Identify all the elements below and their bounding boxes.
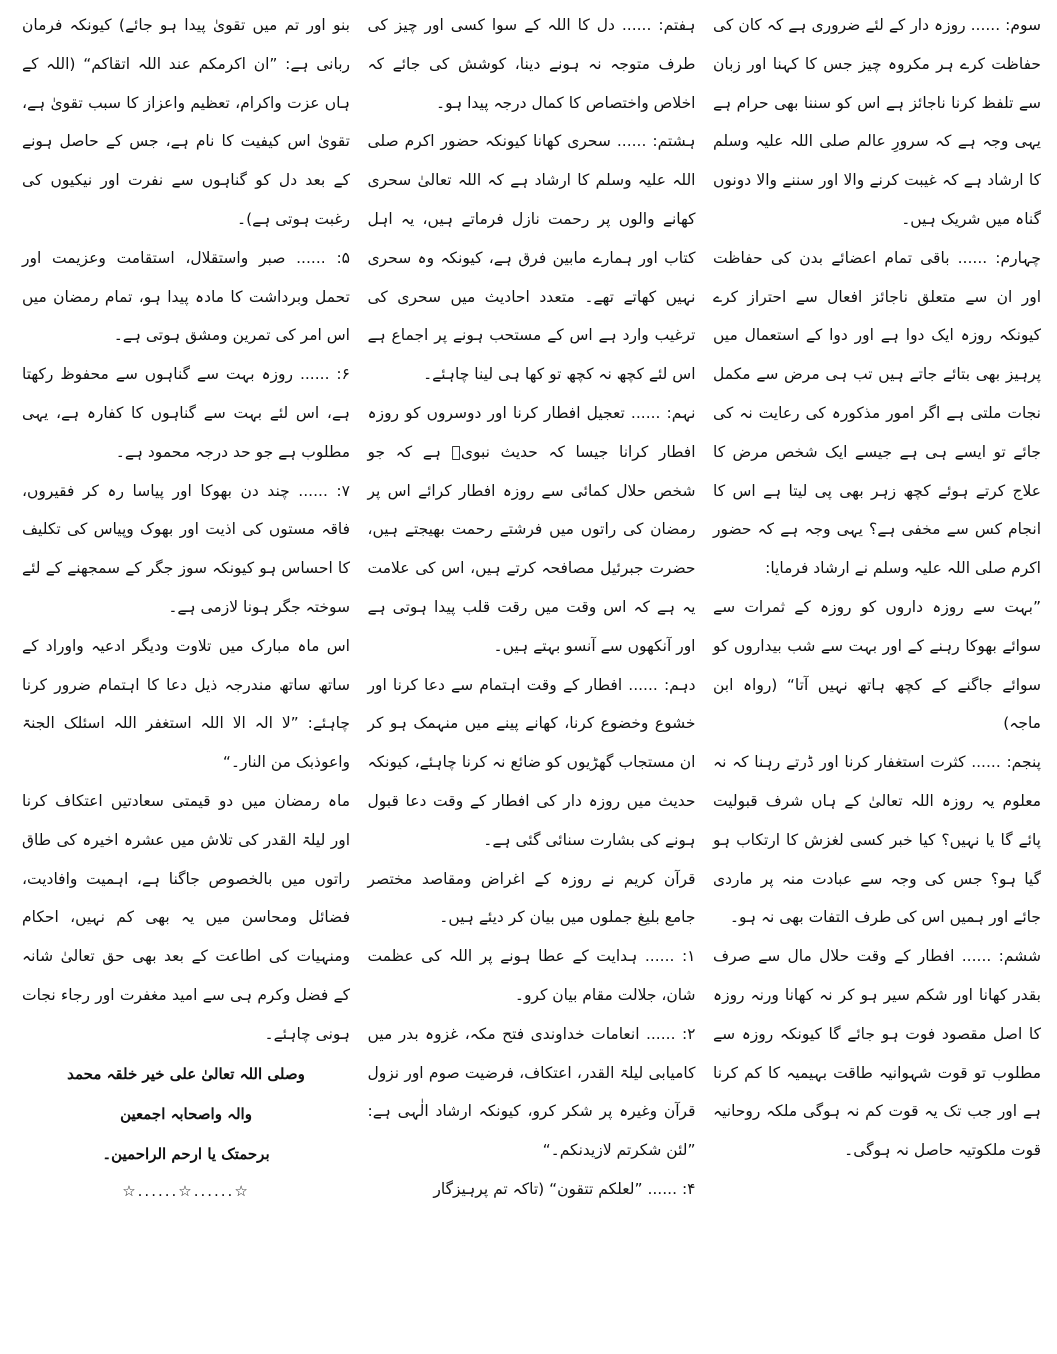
paragraph-panjum: پنجم: ...... کثرت استغفار کرنا اور ڈرتے رہنا کہ نہ معلوم یہ روزہ اللہ تعالیٰ کے ہاں شرف قبولیت پائے گا یا نہیں؟ کیا خبر کسی لغزش کا ارتکاب ہو گیا ہو؟ جس کی وجہ سے عبادت منہ پر ماردی جائے اور ہمیں اس کی طرف التفات بھی نہ ہو۔ bbox=[713, 753, 1041, 927]
paragraph-dua: اس ماہ مبارک میں تلاوت ودیگر ادعیہ واوراد کے ساتھ ساتھ مندرجہ ذیل دعا کا اہتمام ضرور کرنا چاہئے: ”لا الہ الا اللہ استغفر اللہ اسئلک الجنۃ واعوذبک من النار۔“ bbox=[22, 636, 350, 772]
paragraph-sheshum: ششم: ...... افطار کے وقت حلال مال سے صرف بقدر کھانا اور شکم سیر ہو کر نہ کھانا ورنہ روزہ کا اصل مقصود فوت ہو جائے گا کیونکہ روزہ سے مطلوب تو قوت شہوانیہ طاقت بہیمیہ کا کم کرنا ہے اور جب تک یہ قوت کم نہ ہوگی ملکہ روحانیہ قوت ملکوتیہ حاصل نہ ہوگی۔ bbox=[713, 947, 1041, 1160]
column-middle bbox=[368, 6, 696, 1354]
paragraph-point-5: ۵: ...... صبر واستقلال، استقامت وعزیمت اور تحمل وبرداشت کا مادہ پیدا ہو، تمام رمضان میں اس امر کی تمرین ومشق ہوتی ہے۔ bbox=[22, 248, 350, 345]
paragraph-soom: سوم: ...... روزہ دار کے لئے ضروری ہے کہ کان کی حفاظت کرے ہر مکروہ چیز جس کا کہنا اور زبان سے تلفظ کرنا ناجائز ہے اس کو سننا بھی حرام ہے یہی وجہ ہے کہ سرورِ عالم صلی اللہ علیہ وسلم کا ارشاد ہے کہ غیبت کرنے والا اور سننے والا دونوں گناہ میں شریک ہیں۔ bbox=[713, 16, 1041, 228]
closing-line-1: وصلی اللہ تعالیٰ علی خیر خلقہ محمد bbox=[67, 1064, 305, 1083]
hadith-quote: ”بہت سے روزہ داروں کو روزہ کے ثمرات سے سوائے بھوکا رہنے کے اور بہت سے شب بیداروں کو سوائے جاگنے کے کچھ ہاتھ نہیں آتا“ (رواہ ابن ماجہ) bbox=[713, 597, 1041, 733]
paragraph-hashtum: ہشتم: ...... سحری کھانا کیونکہ حضور اکرم صلی اللہ علیہ وسلم کا ارشاد ہے کہ اللہ تعالیٰ سحری کھانے والوں پر رحمت نازل فرماتے ہیں، یہ اہل کتاب اور ہمارے مابین فرق ہے، کیونکہ وہ سحری نہیں کھاتے تھے۔ متعدد احادیث میں سحری کی ترغیب وارد ہے اس کے مستحب ہونے پر اجماع ہے اس لئے کچھ نہ کچھ تو کھا ہی لینا چاہئے۔ bbox=[367, 132, 696, 384]
closing-prayer bbox=[22, 1054, 350, 1174]
paragraph-continued: بنو اور تم میں تقویٰ پیدا ہو جائے) کیونکہ فرمان ربانی ہے: ”ان اکرمکم عند اللہ اتقاکم“ (اللہ کے ہاں عزت واکرام، تعظیم واعزاز کا سبب تقویٰ ہے، تقویٰ اس کیفیت کا نام ہے، جس کے حاصل ہونے کے بعد دل کو گناہوں سے نفرت اور نیکیوں کی رغبت ہوتی ہے)۔ bbox=[22, 16, 350, 228]
paragraph-nahum: نہم: ...... تعجیل افطار کرنا اور دوسروں کو روزہ افطار کرانا جیسا کہ حدیث نبویؐ ہے کہ جو شخص حلال کمائی سے روزہ افطار کرائے اس پر رمضان کی راتوں میں فرشتے رحمت بھیجتے ہیں، حضرت جبرئیل مصافحہ کرتے ہیں، اس کی علامت یہ ہے کہ اس وقت میں رقت قلب پیدا ہوتی ہے اور آنکھوں سے آنسو بہتے ہیں۔ bbox=[367, 403, 696, 655]
paragraph-chaharum: چہارم: ...... باقی تمام اعضائے بدن کی حفاظت اور ان سے متعلق ناجائز افعال سے احتراز کرے کیونکہ روزہ ایک دوا ہے اور دوا کے استعمال میں پرہیز بھی بتائے جاتے ہیں تب ہی مرض سے مکمل نجات ملتی ہے اگر امور مذکورہ کی رعایت نہ کی جائے تو ایسے ہی ہے جیسے ایک شخص مرض کا علاج کرتے ہوئے کچھ زہر بھی پی لیتا ہے اس کا انجام کس سے مخفی ہے؟ یہی وجہ ہے کہ حضور اکرم صلی اللہ علیہ وسلم نے ارشاد فرمایا: bbox=[713, 248, 1041, 578]
paragraph-point-2: ۲: ...... انعامات خداوندی فتح مکہ، غزوہ بدر میں کامیابی لیلۃ القدر، اعتکاف، فرضیت صوم اور نزول قرآن وغیرہ پر شکر کرو، کیونکہ ارشاد الٰہی ہے: ”لئن شکرتم لازیدنکم۔“ bbox=[367, 1024, 696, 1160]
closing-line-3: برحمتک یا ارحم الراحمین۔ bbox=[102, 1144, 270, 1163]
paragraph-point-1: ۱: ...... ہدایت کے عطا ہونے پر اللہ کی عظمت شان، جلالت مقام بیان کرو۔ bbox=[367, 947, 696, 1004]
paragraph-haftum: ہفتم: ...... دل کا اللہ کے سوا کسی اور چیز کی طرف متوجہ نہ ہونے دینا، کوشش کی جائے کہ اخلاص واختصاص کا کمال درجہ پیدا ہو۔ bbox=[367, 16, 696, 112]
paragraph-itikaf: ماہ رمضان میں دو قیمتی سعادتیں اعتکاف کرنا اور لیلۃ القدر کی تلاش میں عشرہ اخیرہ کی طاق راتوں میں بالخصوص جاگنا ہے، اہمیت وافادیت، فضائل ومحاسن میں یہ بھی کم نہیں، احکام ومنہیات کی اطاعت کے بعد بھی حق تعالیٰ شانہ کے فضل وکرم ہی سے امید مغفرت اور رجاء نجات ہونی چاہئے۔ bbox=[22, 791, 350, 1043]
paragraph-dahum: دہم: ...... افطار کے وقت اہتمام سے دعا کرنا اور خشوع وخضوع کرنا، کھانے پینے میں منہمک ہو کر ان مستجاب گھڑیوں کو ضائع نہ کرنا چاہئے، کیونکہ حدیث میں روزہ دار کی افطار کے وقت دعا قبول ہونے کی بشارت سنائی گئی ہے۔ bbox=[367, 675, 696, 849]
star-divider: ☆......☆......☆ bbox=[122, 1181, 250, 1200]
closing-line-2: والہ واصحابہ اجمعین bbox=[120, 1104, 252, 1123]
column-right bbox=[713, 6, 1041, 1354]
paragraph-point-7: ۷: ...... چند دن بھوکا اور پیاسا رہ کر فقیروں، فاقہ مستوں کی اذیت اور بھوک وپیاس کی تکلیف کا احساس ہو کیونکہ سوز جگر کے سمجھنے کے لئے سوختہ جگر ہونا لازمی ہے۔ bbox=[22, 481, 350, 616]
paragraph-point-4: ۴: ...... ”لعلکم تتقون“ (تاکہ تم پرہیزگار bbox=[433, 1179, 696, 1198]
paragraph-point-6: ۶: ...... روزہ بہت سے گناہوں سے محفوظ رکھتا ہے، اس لئے بہت سے گناہوں کا کفارہ ہے، یہی مطلوب ہے جو حد درجہ محمود ہے۔ bbox=[22, 365, 350, 461]
column-left bbox=[22, 6, 350, 1354]
paragraph-quran-aims: قرآن کریم نے روزہ کے اغراض ومقاصد مختصر جامع بلیغ جملوں میں بیان کر دیئے ہیں۔ bbox=[367, 869, 696, 927]
